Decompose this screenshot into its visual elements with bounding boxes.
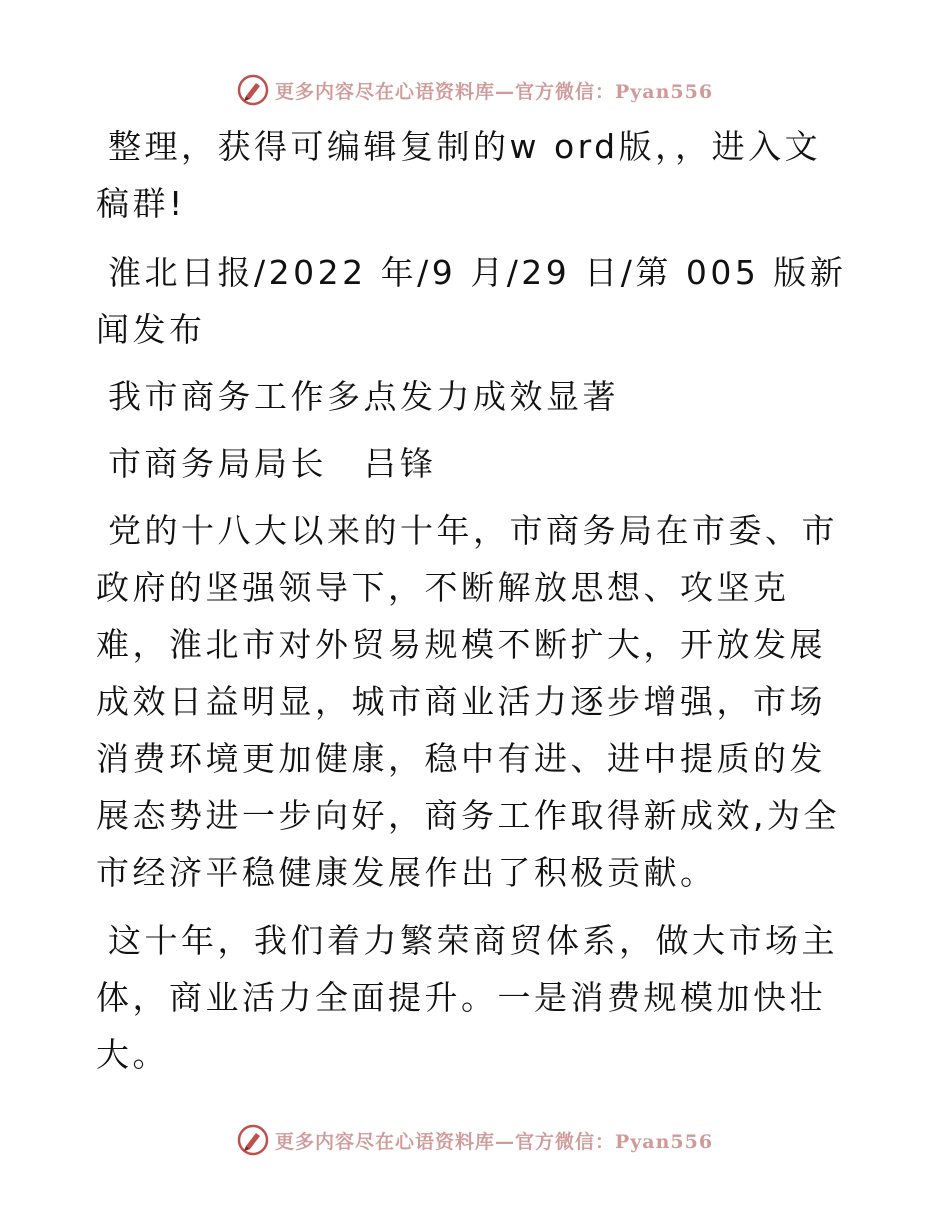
pen-nib-icon (237, 1124, 269, 1156)
source-line: 淮北日报/2022 年/9 月/29 日/第 005 版新闻发布 (96, 253, 847, 349)
footer-watermark (0, 1120, 950, 1160)
article-title: 我市商务工作多点发力成效显著 (108, 377, 619, 416)
footer-watermark-text: 更多内容尽在心语资料库—官方微信：Pyan556 (274, 1130, 714, 1153)
header-watermark-text: 更多内容尽在心语资料库—官方微信：Pyan556 (274, 80, 714, 103)
article-author: 市商务局局长 吕锋 (108, 444, 437, 483)
intro-paragraph: 整理，获得可编辑复制的w ord版，，进入文稿群! (96, 127, 822, 223)
body-paragraph: 党的十八大以来的十年，市商务局在市委、市政府的坚强领导下，不断解放思想、攻坚克难，淮北市对外贸易规模不断扩大，开放发展成效日益明显，城市商业活力逐步增强，市场消费环境更加健康，稳中有进、进中提质的发展态势进一步向好，商务工作取得新成效,为全市经济平稳健康发展作出了积极贡献。 (96, 511, 840, 892)
document-body (96, 118, 856, 1094)
body-paragraph: 这十年，我们着力繁荣商贸体系，做大市场主体，商业活力全面提升。一是消费规模加快壮大。 (96, 921, 838, 1074)
header-watermark (0, 70, 950, 110)
pen-nib-icon (237, 74, 269, 106)
